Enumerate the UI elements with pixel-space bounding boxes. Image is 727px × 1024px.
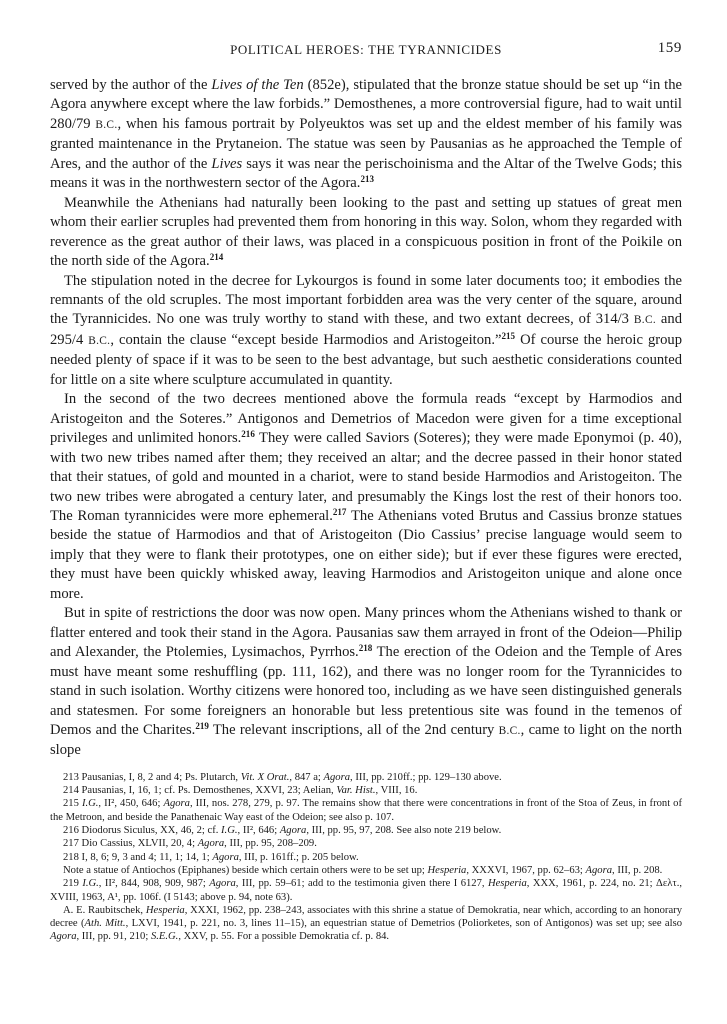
text-run: The Athenians voted Brutus and Cassius bronze statues beside the statue of Harmodios and that of Aristogeiton (Dio Cassius’ precise language would seem to imply that they were to flank their prototypes, one on either side); but if ever these figures were erected, they must have been quickly whisked away, leaving Harmodios and Aristogeiton unique and alone once more. xyxy=(50,507,682,602)
book-page xyxy=(50,40,682,944)
text-run: , came to light on the north slope xyxy=(50,721,682,759)
text-run: , XXX, 1961, p. 224, no. 21; Δελτ., XVIII, 1963, A¹, pp. 106f. (I 5143; above p. 94, note 63). xyxy=(50,878,682,903)
text-run: A. E. Raubitschek, xyxy=(63,904,146,916)
italic-title: Agora xyxy=(197,838,225,850)
text-run: (852e), stipulated that the bronze statue should be set up “in the Agora anywhere except where the law forbids.” Demosthenes, a more controversial figure, had to wait until 280/79 xyxy=(50,77,682,132)
paragraph xyxy=(50,604,682,761)
text-run: Pausanias, I, 8, 2 and 4; Ps. Plutarch, xyxy=(78,771,241,783)
footnote xyxy=(50,851,682,864)
body-text xyxy=(50,76,682,761)
footnote xyxy=(50,837,682,850)
paragraph xyxy=(50,194,682,272)
italic-title: Agora xyxy=(212,851,239,863)
text-run: Dio Cassius, XLVII, 20, 4; xyxy=(78,838,198,850)
italic-title: Hesperia xyxy=(487,878,527,890)
footnote xyxy=(50,877,682,904)
italic-title: Lives of the Ten xyxy=(211,77,304,93)
italic-title: Agora xyxy=(50,931,77,943)
footnote-ref[interactable]: 215 xyxy=(501,330,516,341)
italic-title: Agora xyxy=(163,798,190,810)
era-abbrev: B.C. xyxy=(498,724,521,737)
footnote-number: 216 xyxy=(63,825,79,837)
paragraph xyxy=(50,390,682,604)
italic-title: Vit. X Orat. xyxy=(240,771,290,783)
text-run: , III, nos. 278, 279, p. 97. The remains show that there were concentrations in front of the Stoa of Zeus, in front of the Metroon, and beside the Panathenaic Way east of the Odeion; see also p. 107. xyxy=(50,798,682,823)
text-run: , III, pp. 59–61; add to the testimonia given there I 6127, xyxy=(235,878,488,890)
text-run: , III, pp. 210ff.; pp. 129–130 above. xyxy=(350,771,502,783)
era-abbrev: B.C. xyxy=(633,314,656,327)
footnote-ref[interactable]: 217 xyxy=(332,507,347,517)
text-run: Diodorus Siculus, XX, 46, 2; cf. xyxy=(78,825,222,837)
footnote xyxy=(50,797,682,824)
footnote xyxy=(50,771,682,784)
text-run: Of course the heroic group needed plenty of space if it was to be seen to the best advantage, but such aesthetic considerations counted for little on a site where sculpture accumulated in quantity. xyxy=(50,331,682,388)
text-run: and 295/4 xyxy=(50,311,682,348)
footnotes xyxy=(50,771,682,944)
italic-title: I.G. xyxy=(221,825,238,837)
footnote-ref[interactable]: 214 xyxy=(209,252,224,263)
text-run: , contain the clause “except beside Harmodios and Aristogeiton.” xyxy=(110,331,502,348)
footnote-number: 219 xyxy=(63,878,79,890)
text-run: , II², 450, 646; xyxy=(98,798,164,810)
text-run: , III, p. 208. xyxy=(612,864,663,876)
text-run: , XXV, p. 55. For a possible Demokratia cf. p. 84. xyxy=(178,931,390,943)
text-run: , II², 844, 908, 909, 987; xyxy=(98,878,210,890)
italic-title: Var. Hist. xyxy=(336,785,376,797)
footnote xyxy=(50,904,682,944)
footnote-number: 218 xyxy=(63,851,79,863)
paragraph xyxy=(50,272,682,391)
era-abbrev: B.C. xyxy=(95,118,118,131)
footnote-number: 213 xyxy=(63,771,79,783)
footnote-number: 217 xyxy=(63,838,79,850)
text-run: , when his famous portrait by Polyeuktos was set up and the eldest member of his family was granted maintenance in the Prytaneion. The statue was seen by Pausanias as he approached the Temple of Ares, and the author of the xyxy=(50,115,682,172)
era-abbrev: B.C. xyxy=(88,334,111,347)
text-run: Meanwhile the Athenians had naturally been looking to the past and setting up statues of great men whom their earlier scruples had prevented them from honoring in this way. Solon, whom they regarded with reverence as the great author of their laws, was placed in a conspicuous position in front of the Poikile on the north side of the Agora. xyxy=(50,194,682,270)
paragraph xyxy=(50,76,682,194)
footnote-ref[interactable]: 218 xyxy=(358,643,373,654)
italic-title: Agora xyxy=(585,864,613,876)
text-run: They were called Saviors (Soteres); they were made Eponymoi (p. 40), with two new tribes named after them; they received an altar; and the decree passed in their honor stated that their statues, of gold and mounted in a chariot, were to stand beside Harmodios and Aristogeiton. The two new tribes were abrogated a century later, and presumably the Kings lost the rest of their honors too. The Roman tyrannicides were more ephemeral. xyxy=(50,430,682,524)
text-run: , II², 646; xyxy=(237,825,280,837)
italic-title: Hesperia xyxy=(145,904,185,916)
italic-title: Hesperia xyxy=(427,864,467,876)
footnote-ref[interactable]: 219 xyxy=(195,720,209,731)
italic-title: Agora xyxy=(279,825,307,837)
text-run: , XXXVI, 1967, pp. 62–63; xyxy=(466,864,586,876)
text-run: The relevant inscriptions, all of the 2nd century xyxy=(208,721,499,738)
footnote-ref[interactable]: 213 xyxy=(360,174,375,185)
italic-title: S.E.G. xyxy=(150,931,179,943)
text-run: , III, pp. 95, 97, 208. See also note 219 below. xyxy=(306,825,502,837)
text-run: The erection of the Odeion and the Temple of Ares must have meant some reshuffling (pp. 111, 162), and there was no longer room for the Tyrannicides to stand in such isolation. Worthy citizens were honored too, including as we have seen distinguished generals and statesmen. For some foreigners an honorable but less pretentious site was found in the temenos of Demos and the Charites. xyxy=(50,644,682,738)
text-run: , III, p. 161ff.; p. 205 below. xyxy=(238,851,359,863)
footnote xyxy=(50,784,682,797)
text-run: , LXVI, 1941, p. 221, no. 3, lines 11–15), an equestrian statue of Demetrios (Poliorketes, son of Antigonos) was set up; see also xyxy=(125,918,683,930)
text-run: , VIII, 16. xyxy=(375,785,418,797)
running-header xyxy=(50,40,682,62)
footnote-number: 215 xyxy=(63,798,79,810)
page-number: 159 xyxy=(657,40,682,56)
italic-title: Agora xyxy=(323,771,351,783)
running-title: POLITICAL HEROES: THE TYRANNICIDES xyxy=(230,42,502,57)
footnote-number: 214 xyxy=(63,785,79,797)
footnote xyxy=(50,864,682,877)
footnote-ref[interactable]: 216 xyxy=(241,429,255,440)
text-run: , III, pp. 91, 210; xyxy=(76,931,151,943)
italic-title: Ath. Mitt. xyxy=(84,918,126,930)
text-run: The stipulation noted in the decree for Lykourgos is found in some later documents too; it embodies the remnants of the old scruples. The most important forbidden area was the very center of the square, around the Tyrannicides. No one was truly worthy to stand with these, and two extant decrees, of 314/3 xyxy=(50,272,682,328)
italic-title: Lives xyxy=(211,155,243,172)
text-run: I, 8, 6; 9, 3 and 4; 11, 1; 14, 1; xyxy=(78,851,213,863)
text-run: In the second of the two decrees mentioned above the formula reads “except by Harmodios and Aristogeiton and the Soteres.” Antigonos and Demetrios of Macedon were given for a time exceptional privileges and unlimited honors. xyxy=(50,391,682,447)
italic-title: I.G. xyxy=(81,798,99,810)
text-run: served by the author of the xyxy=(50,77,212,93)
italic-title: I.G. xyxy=(82,878,99,890)
text-run: , 847 a; xyxy=(289,771,324,783)
text-run: Note a statue of Antiochos (Epiphanes) beside which certain others were to be set up; xyxy=(63,864,428,876)
text-run: Pausanias, I, 16, 1; cf. Ps. Demosthenes, XXVI, 23; Aelian, xyxy=(78,785,337,797)
text-run: But in spite of restrictions the door was now open. Many princes whom the Athenians wished to thank or flatter entered and took their stand in the Agora. Pausanias saw them arrayed in front of the Odeion—Philip and Alexander, the Ptolemies, Lysimachos, Pyrrhos. xyxy=(50,605,682,661)
text-run: says it was near the perischoinisma and the Altar of the Twelve Gods; this means it was in the northwestern sector of the Agora. xyxy=(50,155,682,192)
footnote xyxy=(50,824,682,837)
text-run: , XXXI, 1962, pp. 238–243, associates with this shrine a statue of Demokratia, near which, according to an honorary decree ( xyxy=(50,904,682,930)
italic-title: Agora xyxy=(209,878,236,890)
text-run: , III, pp. 95, 208–209. xyxy=(224,838,317,850)
